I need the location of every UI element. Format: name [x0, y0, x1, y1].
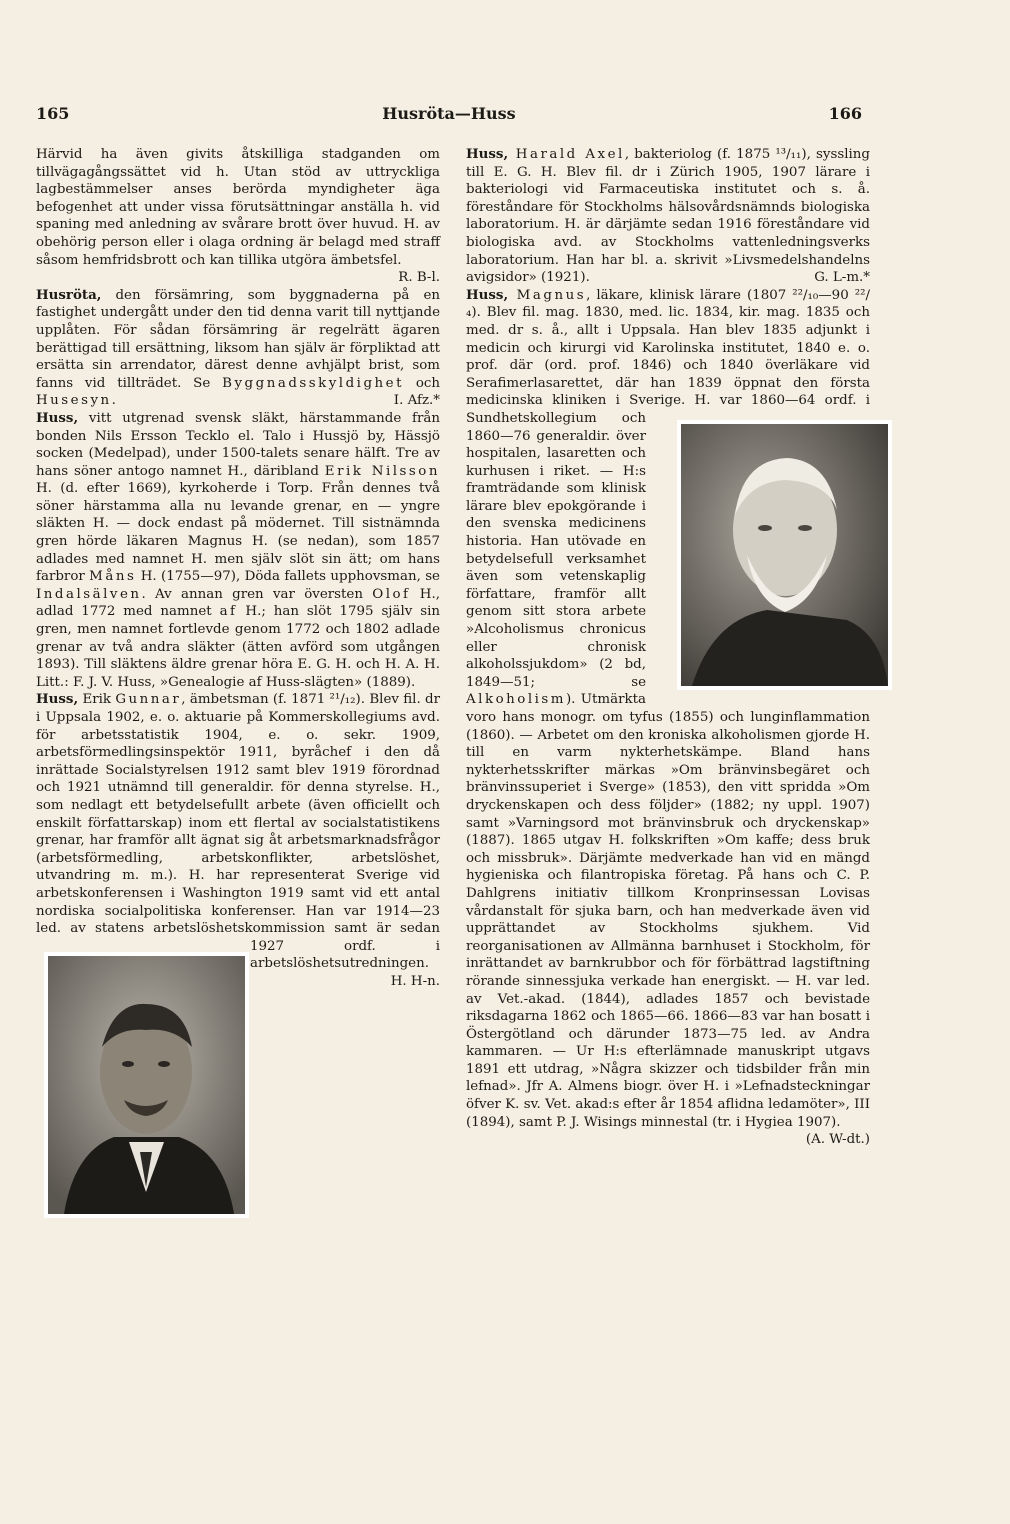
- page-header: [36, 104, 862, 128]
- entry-huss-harald-axel: [466, 146, 870, 287]
- spaced-name: Gunnar: [115, 692, 182, 708]
- headword: Huss,: [466, 146, 509, 162]
- spaced-name: Olof: [372, 586, 411, 602]
- entry-text: , läkare, klinisk lärare (1807: [586, 287, 793, 303]
- death-date: ²²/₄: [466, 287, 870, 321]
- spaced-name: af: [219, 604, 238, 620]
- entry-text: H. (1755—97), Döda fallets upphovsman, se: [136, 569, 440, 585]
- entry-husrannsakan-tail: [36, 146, 440, 286]
- portrait-photo: [44, 952, 249, 1218]
- spaced-name: Harald Axel: [508, 147, 625, 162]
- birth-date: ²²/₁₀: [792, 287, 819, 303]
- author-signature: H. H-n.: [390, 973, 440, 989]
- author-signature: G. L-m.*: [814, 270, 870, 286]
- author-signature: R. B-l.: [398, 270, 440, 286]
- headword: Huss,: [36, 691, 79, 708]
- author-signature: (A. W-dt.): [805, 1132, 870, 1148]
- entry-text: ). Blev fil. dr i Uppsala 1902, e. o. aktuarie på Kommerskollegiums avd. för arbetsstatistik 1904, e. o. sekr. 1909, arbetsförmedlingsinspektör 1911, byråchef i den då inrättade Socialstyrelsen 1912 samt blev 1919 förordnad och 1921 utnämnd till generaldir. för denna styrelse. H., som nedlagt ett betydelsefullt arbete (även officiellt och enskilt författarskap) inom ett flertal av socialstatistikens grenar, har framför allt ägnat sig åt arbetsmarknadsfrågor (arbetsförmedling, arbetskonflikter, arbetslöshet, utvandring m. m.). H. har representerat Sverige vid arbetskonferensen i Washington 1919 samt vid ett antal nordiska socialpolitiska konferenser. Han var 1914—23 led. av statens arbetslöshetskommission samt är sedan 1927 ordf. i arbetslöshetsutredningen.: [36, 692, 440, 972]
- portrait-erik-gunnar-huss: [44, 952, 249, 1218]
- author-signature: I. Afz.*: [393, 393, 440, 409]
- entry-text: —90: [818, 287, 855, 303]
- entry-text: ), syssling till E. G. H. Blev fil. dr i Zürich 1905, 1907 lärare i bakteriologi vid Farmaceutiska institutet och s. å. föreståndare för Stockholms hälsovårdsnämnds biologiska laboratorium. H. är därjämte sedan 1916 föreståndare vid biologiska avd. av Stockholms vattenledningsverks laboratorium. Han har bl. a. skrivit »Livsmedelshandelns avigsidor» (1921).: [466, 147, 870, 286]
- entry-text: vitt utgrenad svensk släkt, härstammande från bonden Nils Ersson Tecklo el. Talo i Hussjö by, Hässjö socken (Medelpad), under 1500-talets senare hälft. Tre av hans söner antogo namnet H., däribland: [36, 410, 440, 479]
- spaced-name: Erik Nilsson: [324, 463, 440, 479]
- cross-reference: Alkoholism: [466, 692, 566, 708]
- entry-text: och: [403, 375, 440, 391]
- entry-text: den försämring, som byggnaderna på en fastighet undergått under den tid denna varit till nyttjande upplåten. För sådan försämring är regelrätt ägaren berättigad till ersättning, liksom han själv är förpliktad att ersätta sin arrendator, därest denne avhjälpt brist, som fanns vid tillträdet. Se: [36, 287, 440, 391]
- headword: Huss,: [466, 286, 509, 303]
- entry-text: . Av annan gren var översten: [141, 586, 373, 602]
- headword: Husröta,: [36, 286, 102, 303]
- portrait-magnus-huss: [677, 420, 892, 690]
- headword: Huss,: [36, 409, 79, 426]
- birth-date: ²¹/₁₂: [329, 692, 356, 708]
- entry-text: , bakteriolog (f. 1875: [624, 147, 776, 162]
- birth-date: ¹³/₁₁: [775, 147, 802, 162]
- given-name: Erik: [78, 692, 116, 708]
- entry-huss-erik-gunnar: [36, 691, 440, 989]
- page-number-right: 166: [828, 104, 862, 123]
- entry-text: H., adlad 1772 med namnet: [36, 586, 440, 620]
- entry-husrota: [36, 287, 440, 410]
- portrait-photo: [677, 420, 892, 690]
- running-title: Husröta—Huss: [382, 104, 516, 123]
- spaced-name: Måns: [89, 569, 137, 585]
- cross-reference: Husesyn: [36, 393, 112, 409]
- entry-huss-magnus: [466, 286, 870, 1148]
- page-number-left: 165: [36, 104, 70, 123]
- cross-reference: Byggnadsskyldighet: [222, 375, 404, 391]
- entry-text: H. (d. efter 1669), kyrkoherde i Torp. Från dennes två söner härstamma alla nu levande grenar, en — yngre släkten H. — dock endast på mödernet. Till sistnämnda gren hörde läkaren Magnus H. (se nedan), som 1857 adlades med namnet H. men själv slöt sin ätt; om hans farbror: [36, 481, 440, 585]
- cross-reference: Indalsälven: [36, 586, 142, 602]
- entry-text: ). Utmärkta voro hans monogr. om tyfus (1855) och lunginflammation (1860). — Arbetet om den kroniska alkoholismen gjorde H. till en varm nykterhetskämpe. Bland hans nykterhetsskrifter märkas »Om bränvinsbegäret och bränvinssuperiet i Sverge» (1853), den vitt spridda »Om dryckenskapen och dess följder» (1882; ny uppl. 1907) samt »Varningsord mot bränvinsbruk och dryckenskap» (1887). 1865 utgav H. folkskriften »Om kaffe; dess bruk och missbruk». Därjämte medverkade han vid en mängd hygieniska och filantropiska företag. På hans och C. P. Dahlgrens initiativ tillkom Kronprinsessan Lovisas vårdanstalt för sjuka barn, och han medverkade även vid upprättandet av Stockholms sjukhem. Vid reorganisationen av Allmänna barnhuset i Stockholm, för inrättandet av barnkrubbor och för förbättrad lagstiftning rörande sinnessjuka verkade han energiskt. — H. var led. av Vet.-akad. (1844), adlades 1857 och bevistade riksdagarna 1862 och 1865—66. 1866—83 var han bosatt i Östergötland och därunder 1873—75 led. av Andra kammaren. — Ur H:s efterlämnade manuskript utgavs 1891 ett utdrag, »Några skizzer och tidsbilder från min lefnad». Jfr A. Almens biogr. över H. i »Lefnadsteckningar öfver K. sv. Vet. akad:s efter år 1854 aflidna ledamöter», III (1894), samt P. J. Wisings minnestal (tr. i Hygiea 1907).: [466, 692, 870, 1130]
- entry-text: ). Blev fil. mag. 1830, med. lic. 1834, kir. mag. 1835 och med. dr s. å., allt i Uppsala. Han blev 1835 adjunkt i medicin och kirurgi vid Karolinska institutet, 1840 e. o. prof. där (ord. prof. 1846) och 1840 överläkare vid Serafimerlasarettet, där han 1839 öppnat den första medicinska kliniken i Sverige. H. var 1860—64 ordf. i Sundhetskollegium och 1860—76 generaldir. över hospitalen, lasaretten och kurhusen i riket. — H:s framträdande som klinisk lärare blev epokgörande i den svenska medicinens historia. Han utövade en betydelsefull verksamhet även som vetenskaplig författare, framför allt genom sitt stora arbete »Alcoholismus chronicus eller chronisk alkoholssjukdom» (2 bd, 1849—51; se: [466, 305, 870, 690]
- entry-text: Härvid ha även givits åtskilliga stadganden om tillvägagångssättet vid h. Utan stöd av uttryckliga lagbestämmelser anses berörda myndigheter äga befogenhet att under vissa förutsättningar anställa h. vid spaning med anledning av svårare brott över huvud. H. av obehörig person eller i olaga ordning är belagd med straff såsom hemfridsbrott och kan tillika utgöra ämbetsfel.: [36, 147, 440, 268]
- entry-huss-family: [36, 410, 440, 692]
- spaced-name: Magnus: [508, 287, 587, 303]
- entry-text: H.; han slöt 1795 själv sin gren, men namnet fortlevde genom 1772 och 1802 adlade grenar av två andra släkter (ätten avförd som utgången 1893). Till släktens äldre grenar höra E. G. H. och H. A. H. Litt.: F. J. V. Huss, »Genealogie af Huss-slägten» (1889).: [36, 604, 440, 690]
- entry-text: .: [111, 393, 116, 409]
- entry-text: , ämbetsman (f. 1871: [181, 692, 330, 708]
